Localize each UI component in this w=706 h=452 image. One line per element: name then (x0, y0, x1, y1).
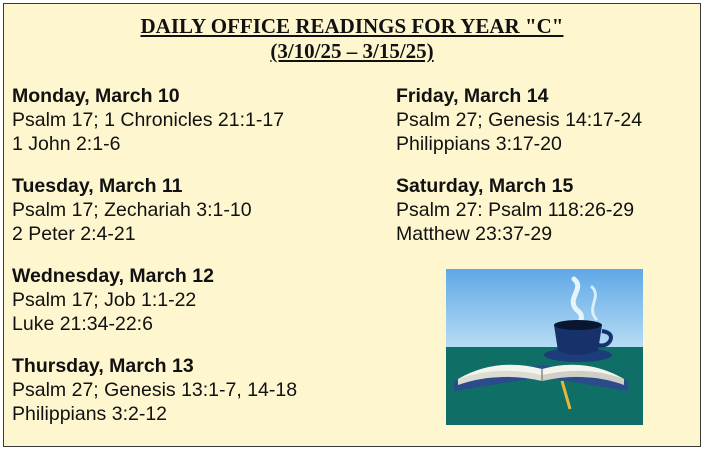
page-title: DAILY OFFICE READINGS FOR YEAR "C" (140, 14, 564, 38)
day-heading: Tuesday, March 11 (12, 175, 183, 197)
reading-line: Psalm 17; 1 Chronicles 21:1-17 (12, 109, 285, 131)
reading-line: Psalm 27; Genesis 13:1-7, 14-18 (12, 379, 298, 401)
reading-line: Luke 21:34-22:6 (12, 313, 153, 335)
reading-line: Psalm 17; Zechariah 3:1-10 (12, 199, 252, 221)
reading-line: Psalm 27: Psalm 118:26-29 (396, 199, 635, 221)
day-saturday (396, 174, 696, 246)
reading-line: Matthew 23:37-29 (396, 223, 553, 245)
day-heading: Monday, March 10 (12, 85, 180, 107)
day-heading: Saturday, March 15 (396, 175, 574, 197)
day-heading: Thursday, March 13 (12, 355, 194, 377)
day-friday (396, 84, 696, 156)
day-heading: Wednesday, March 12 (12, 265, 214, 287)
day-wednesday (12, 264, 352, 336)
day-thursday (12, 354, 352, 426)
reading-line: 2 Peter 2:4-21 (12, 223, 136, 245)
open-bible-and-coffee-cup-icon (446, 269, 643, 425)
day-monday (12, 84, 352, 156)
reading-line: Psalm 27; Genesis 14:17-24 (396, 109, 643, 131)
day-tuesday (12, 174, 352, 246)
reading-line: Philippians 3:17-20 (396, 133, 562, 155)
reading-line: 1 John 2:1-6 (12, 133, 121, 155)
reading-line: Philippians 3:2-12 (12, 403, 168, 425)
readings-panel (3, 3, 701, 447)
day-heading: Friday, March 14 (396, 85, 549, 107)
date-range: (3/10/25 – 3/15/25) (270, 39, 434, 63)
reading-line: Psalm 17; Job 1:1-22 (12, 289, 197, 311)
sky-background (446, 269, 643, 349)
coffee-surface (554, 320, 602, 330)
